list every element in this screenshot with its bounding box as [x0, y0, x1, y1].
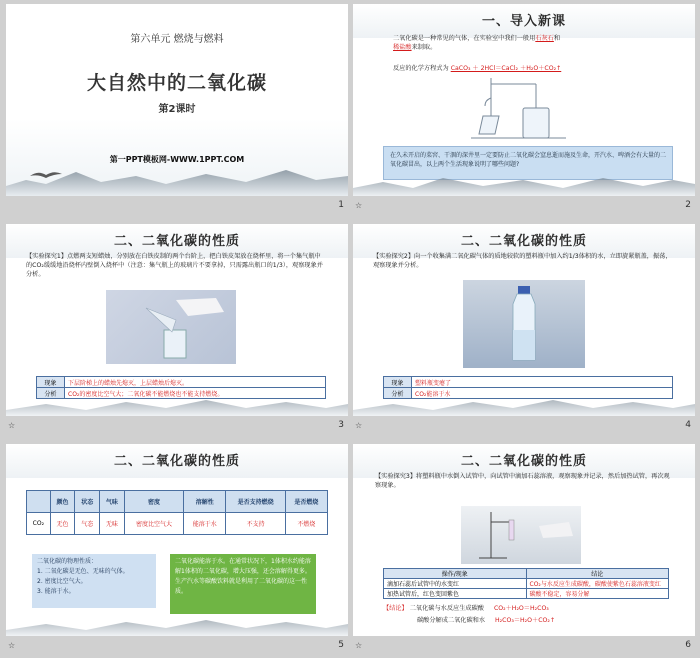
table-header-row: 颜色 状态 气味 密度 溶解性 是否支持燃烧 是否燃烧 [27, 491, 328, 513]
table-row: CO₂ 无色 气态 无味 密度比空气大 能溶于水 不支持 不燃烧 [27, 513, 328, 535]
experiment-text: 【实验探究3】将塑料瓶中水倒入试管中，向试管中滴加石蕊溶液，观察现象并记录，然后加热试管，再次观察现象。 [375, 473, 670, 489]
beaker-hand-illustration [106, 290, 236, 364]
blank-answer-1: 石灰石 [535, 35, 554, 42]
slide-3-canvas [6, 224, 348, 416]
experiment-photo [106, 290, 236, 364]
speaker-notes-icon[interactable]: ☆ [8, 421, 16, 430]
properties-table [26, 490, 328, 535]
experiment-text: 【实验探究2】向一个收集满二氧化碳气体的质地较软的塑料瓶中加入约1/3体积的水，立即旋紧瓶盖，振荡，观察现象并分析。 [373, 253, 672, 269]
test-tube-stand-illustration [461, 506, 581, 564]
experiment-text: 【实验探究1】点燃两支短蜡烛，分别放在白铁皮制的两个台阶上，把白铁皮架放在烧杯里，将一个集气瓶中的CO₂缓缓地沿烧杯内壁倒入烧杯中（注意：集气瓶上的玻璃片不要拿掉，只需露出瓶口的1/3），观察现象并分析。 [26, 253, 323, 278]
table-row: 加热试管后，红色变回紫色 碳酸不稳定，容易分解 [384, 589, 669, 599]
slide-title: 二、二氧化碳的性质 [460, 454, 587, 469]
slide-1-canvas [6, 4, 348, 196]
slide-thumb-1[interactable] [6, 4, 348, 219]
mountain-decoration [6, 382, 348, 416]
speaker-notes-icon[interactable]: ☆ [355, 201, 363, 210]
equation: CO₂＋H₂O＝H₂CO₃ [493, 605, 549, 612]
slide-title: 二、二氧化碳的性质 [113, 454, 240, 469]
table-row: 滴加石蕊后试管中的水变红 CO₂与水反应生成碳酸，碳酸使紫色石蕊溶液变红 [384, 579, 669, 589]
table-row: 现象 塑料瓶变瘪了 [384, 377, 673, 388]
lesson-label: 第2课时 [158, 104, 196, 115]
speaker-notes-icon[interactable]: ☆ [355, 421, 363, 430]
blank-answer-2: 稀盐酸 [393, 44, 412, 51]
site-footer: 第一PPT模板网-WWW.1PPT.COM [109, 155, 245, 164]
slide-title: 大自然中的二氧化碳 [86, 72, 267, 94]
slide-thumb-5[interactable] [6, 444, 348, 658]
slide-2-canvas [353, 4, 695, 196]
mountain-decoration [6, 602, 348, 636]
slide-number: 5 [338, 640, 344, 650]
slide-number: 1 [338, 200, 344, 210]
slide-thumb-4[interactable] [353, 224, 695, 439]
conclusion-line-1: 【结论】 二氧化碳与水反应生成碳酸 CO₂＋H₂O＝H₂CO₃ [383, 605, 549, 612]
mountain-decoration [353, 162, 695, 196]
slide-number: 3 [338, 420, 344, 430]
slide-title: 一、导入新课 [481, 14, 566, 29]
table-row: 现象 下层阶梯上的蜡烛先熄灭，上层蜡烛后熄灭。 [37, 377, 326, 388]
slide-thumb-2[interactable] [353, 4, 695, 219]
results-table [383, 568, 669, 599]
speaker-notes-icon[interactable]: ☆ [8, 641, 16, 650]
table-row: 分析 CO₂能溶于水 [384, 388, 673, 399]
slide-title: 二、二氧化碳的性质 [113, 234, 240, 249]
slide-thumb-3[interactable] [6, 224, 348, 439]
slide-number: 4 [685, 420, 691, 430]
mountain-decoration [353, 382, 695, 416]
table-row: 分析 CO₂的密度比空气大；二氧化碳不能燃烧也不能支持燃烧。 [37, 388, 326, 399]
equation: H₂CO₃＝H₂O＋CO₂↑ [495, 617, 556, 624]
table-header-row: 操作/现象 结论 [384, 569, 669, 579]
equation: CaCO₃ ＋ 2HCl＝CaCl₂ ＋H₂O＋CO₂↑ [450, 65, 562, 72]
slide-title: 二、二氧化碳的性质 [460, 234, 587, 249]
bird-icon [28, 168, 64, 182]
equation-line: 反应的化学方程式为 CaCO₃ ＋ 2HCl＝CaCl₂ ＋H₂O＋CO₂↑ [393, 65, 562, 72]
slide-thumb-6[interactable] [353, 444, 695, 658]
slide-5-canvas [6, 444, 348, 636]
slide-6-canvas [353, 444, 695, 636]
physical-properties-box: 二氧化碳的物理性质： 1. 二氧化碳是无色、无味的气体。 2. 密度比空气大。 3. 能溶于水。 [32, 554, 156, 608]
experiment-photo [461, 506, 581, 564]
experiment-photo [463, 280, 585, 368]
conclusion-line-2: 碳酸分解成二氧化碳和水 H₂CO₃＝H₂O＋CO₂↑ [417, 617, 556, 624]
plastic-bottle-illustration [463, 280, 585, 368]
slide-4-canvas [353, 224, 695, 416]
gas-apparatus-illustration [471, 76, 566, 144]
unit-label: 第六单元 燃烧与燃料 [130, 34, 224, 45]
solubility-note-box: 二氧化碳能溶于水。在通常状况下，1体积水约能溶解1体积的二氧化碳，增大压强，还会溶解得更多。生产汽水等碳酸饮料就是利用了二氧化碳的这一性质。 [170, 554, 316, 614]
question-box: 在久未开启的菜窖、干涸的深井里一定要防止二氧化碳会窒息逝而施及生命，开汽水、啤酒会有大量的二氧化碳冒出，以上两个生活现象说明了哪些问题? [383, 146, 673, 180]
slide-number: 2 [685, 200, 691, 210]
intro-text: 二氧化碳是一种常见的气体，在实验室中我们一般用石灰石和 稀盐酸来制取。 [393, 35, 561, 51]
slide-number: 6 [685, 640, 691, 650]
speaker-notes-icon[interactable]: ☆ [355, 641, 363, 650]
